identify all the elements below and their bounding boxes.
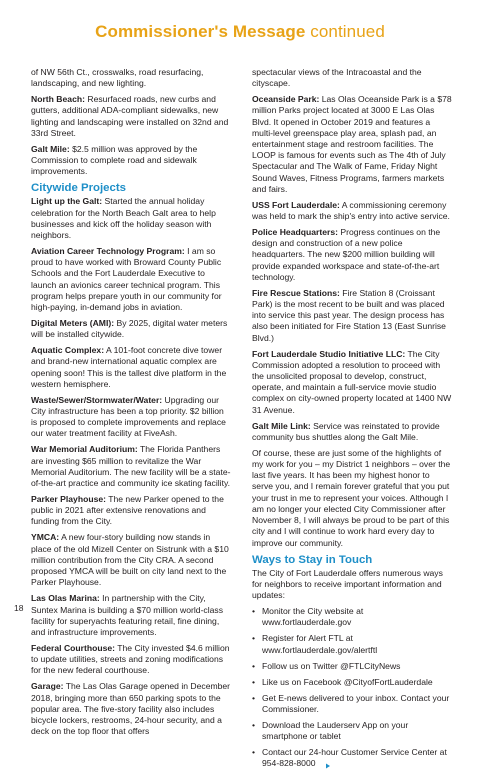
ymca-text: A new four-story building now stands in place of the old Mizell Center on Sistrunk with a $10 million contribution from the City CRA. A second proposed YMCA will be built on city land next to the Parker Playhouse. [31,532,229,588]
aquatic-text: A 101-foot concrete dive tower and brand-new international aquatic complex are opening soon! This is the tallest dive platform in the western hemisphere. [31,345,227,389]
war-memorial-paragraph [31,444,231,489]
aquatic-paragraph [31,345,231,390]
citywide-projects-heading: Citywide Projects [31,182,126,195]
war-memorial-text: The Florida Panthers are investing $65 million to revitalize the War Memorial Auditorium. The new facility will be a state-of-the-art practice and community ice skating facility. [31,444,231,489]
galt-link-paragraph [252,421,452,443]
north-beach-text: Resurfaced roads, new curbs and gutters, additional ADA-compliant sidewalks, new lighting and landscaping were installed on 32nd and 33rd Street. [31,94,229,138]
stay-intro-paragraph: The City of Fort Lauderdale offers numerous ways for neighbors to receive important information and updates: [252,567,443,601]
title-text: Commissioner's Message [95,22,306,41]
end-mark-icon [320,761,330,767]
galt-mile-text: $2.5 million was approved by the Commission to complete road and sidewalk improvements. [31,143,198,177]
oceanside-text: Las Olas Oceanside Park is a $78 million Parks project located at 3000 E Las Olas Blvd. It opened in October 2019 and features a multi-level greenspace play area, splash pad, an entertainment stage and restroom facilities. The LOOP is famous for events such as The 4th of July Spectacular and The Walk of Fame, Friday Night Sound Waves, Fitness Programs, farmers markets and fairs. [252,94,452,194]
studio-text: The City Commission adopted a resolution to proceed with the unsolicited proposal to develop, construct, operate, and maintain a full-service movie studio complex on city-owned property located at 1400 NW 31 Avenue. [252,348,452,415]
list-item [252,747,452,769]
uss-paragraph [252,200,452,222]
list-item-text: Download the Lauderserv App on your smartphone or tablet [262,719,409,741]
aviation-text: I am so proud to have worked with Broward County Public Schools and the Fort Lauderdale Executive to launch an avionics career technical program. This program helps prepare youth in our community for high-paying, in-demand jobs in aviation. [31,246,222,313]
oceanside-paragraph [252,94,452,195]
courthouse-text: The City invested $4.6 million to update utilities, streets and zoning modifications for the new federal courthouse. [31,642,230,676]
bullet-icon: • [252,746,256,757]
light-up-paragraph [31,196,231,241]
bullet-icon: • [252,719,256,730]
intro-paragraph: of NW 56th Ct., crosswalks, road resurfacing, landscaping, and new lighting. [31,67,204,89]
police-paragraph [252,227,452,283]
fire-text: Fire Station 8 (Croissant Park) is the most recent to be built and was placed into service this past year. The design process has also been initiated for Fire Station 13 (East Sunrise Blvd.) [252,287,446,343]
list-item-text: Contact our 24-hour Customer Service Center at 954-828-8000 [262,746,447,769]
list-item-text: Follow us on Twitter @FTLCityNews [262,660,401,671]
bullet-icon: • [252,692,256,703]
list-item [252,633,452,655]
light-up-label: Light up the Galt: [31,196,103,207]
list-item [252,677,452,688]
closing-paragraph: Of course, these are just some of the highlights of my work for you – my District 1 neighbors – over the last five years. It has been my highest honor to serve you, and I remain forever grateful that you put your trust in me to represent your voices. Although I am no longer your elected City Commissioner after November 8, I will always be proud to be part of this city and I will continue to work hard every day to improve our community. [252,447,451,548]
police-label: Police Headquarters: [252,227,338,238]
list-item [252,720,452,742]
garage-paragraph [31,681,231,737]
list-item-text: Get E-news delivered to your inbox. Contact your Commissioner. [262,692,450,714]
uss-text: A commissioning ceremony was held to mark the ship's entry into active service. [252,199,450,222]
aviation-label: Aviation Career Technology Program: [31,246,185,257]
bullet-icon: • [252,660,256,671]
spectacular-paragraph: spectacular views of the Intracoastal and the cityscape. [252,67,422,89]
aquatic-label: Aquatic Complex: [31,345,105,356]
page-title [0,22,480,42]
galt-mile-label: Galt Mile: [31,143,70,154]
title-continued: continued [310,22,385,41]
las-olas-marina-label: Las Olas Marina: [31,593,100,604]
left-column [31,67,231,742]
courthouse-label: Federal Courthouse: [31,642,116,653]
bullet-icon: • [252,676,256,687]
parker-paragraph [31,494,231,528]
ymca-paragraph [31,532,231,588]
fire-paragraph [252,288,452,344]
light-up-text: Started the annual holiday celebration for the North Beach Galt area to help businesses and kick off the holiday season with neighbors. [31,196,216,241]
las-olas-marina-paragraph [31,593,231,638]
list-item [252,661,452,672]
stay-in-touch-heading: Ways to Stay in Touch [252,553,373,566]
studio-label: Fort Lauderdale Studio Initiative LLC: [252,348,406,359]
list-item-text: Monitor the City website at www.fortlauderdale.gov [262,606,364,628]
list-item [252,693,452,715]
waste-label: Waste/Sewer/Stormwater/Water: [31,394,163,405]
fire-label: Fire Rescue Stations: [252,287,340,298]
aviation-paragraph [31,246,231,313]
digital-meters-label: Digital Meters (AMI): [31,318,115,329]
bullet-icon: • [252,633,256,644]
list-item [252,606,452,628]
stay-in-touch-list [252,606,452,769]
north-beach-paragraph [31,94,231,139]
las-olas-marina-text: In partnership with the City, Suntex Marina is building a $70 million world-class facility for superyachts featuring retail, fine dining, and infrastructure improvements. [31,593,224,637]
studio-paragraph [252,349,452,416]
list-item-text: Like us on Facebook @CityofFortLauderdale [262,676,433,687]
waste-text: Upgrading our City infrastructure has been a top priority. $2 billion is proposed to complete improvements and replace our water treatment facility at FiveAsh. [31,394,226,439]
parker-label: Parker Playhouse: [31,494,106,505]
oceanside-label: Oceanside Park: [252,94,320,105]
ymca-label: YMCA: [31,532,60,543]
galt-mile-paragraph [31,144,231,178]
galt-link-text: Service was reinstated to provide community bus shuttles along the Galt Mile. [252,420,440,442]
list-item-text: Register for Alert FTL at www.fortlauderdale.gov/alertftl [262,633,378,655]
north-beach-label: North Beach: [31,94,85,105]
digital-meters-paragraph [31,318,231,340]
bullet-icon: • [252,606,256,617]
digital-meters-text: By 2025, digital water meters will be installed citywide. [31,318,228,340]
right-column [252,67,452,774]
waste-paragraph [31,395,231,440]
galt-link-label: Galt Mile Link: [252,420,311,431]
garage-text: The Las Olas Garage opened in December 2018, bringing more than 650 parking spots to the popular area. The five-story facility also includes bicycle lockers, restrooms, 24-hour security, and a deck on the top floor that offers [31,681,231,737]
war-memorial-label: War Memorial Auditorium: [31,444,138,455]
courthouse-paragraph [31,643,231,677]
page-number: 18 [14,603,24,613]
garage-label: Garage: [31,681,64,692]
police-text: Progress continues on the design and construction of a new police headquarters. The new $200 million building will provide expanded workspace and state-of-the-art technology. [252,227,441,282]
uss-label: USS Fort Lauderdale: [252,199,340,210]
parker-text: The new Parker opened to the public in 2021 after extensive renovations and funding from the City. [31,494,224,527]
